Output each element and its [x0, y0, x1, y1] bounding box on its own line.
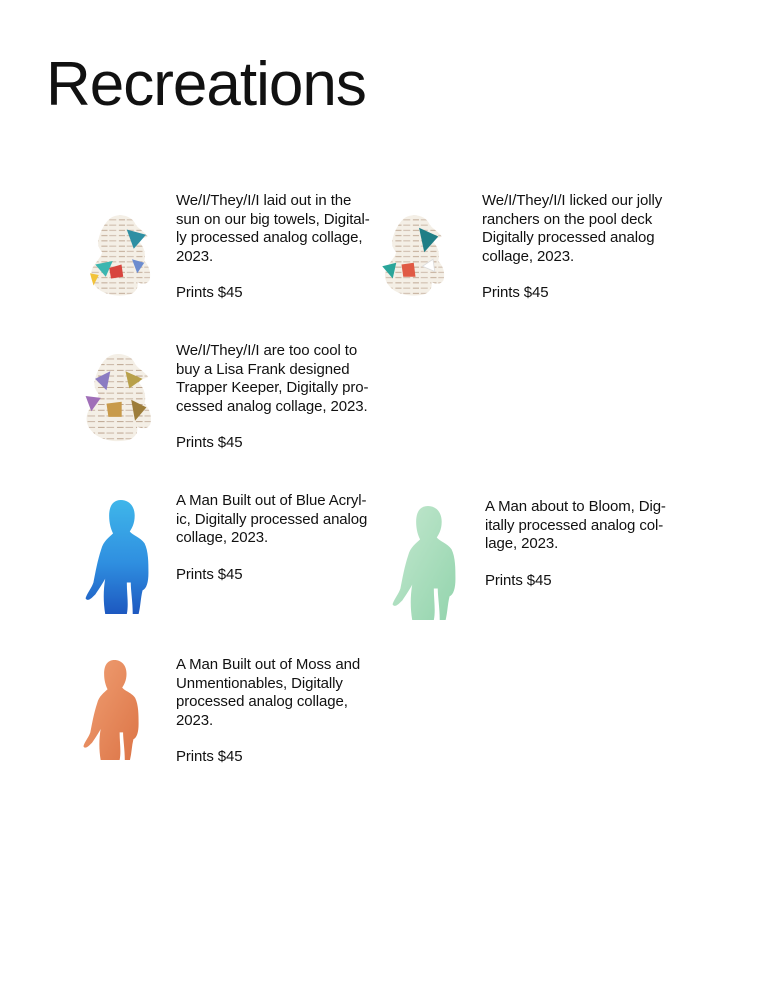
artwork-5-price: Prints $45: [485, 571, 552, 589]
artwork-5-caption: [485, 498, 683, 590]
artwork-4-caption: [176, 492, 374, 584]
page-title: Recreations: [46, 50, 366, 119]
artwork-4-price: Prints $45: [176, 565, 243, 583]
artwork-3-description: We/I/They/I/I are too cool to buy a Lisa Frank designed Trapper Keeper, Digitally pro-cessed analog collage, 2023.: [176, 342, 369, 415]
artwork-6-description: A Man Built out of Moss and Unmentionables, Digitally processed analog collage, 2023.: [176, 656, 361, 729]
collage-piece: [402, 263, 416, 277]
artwork-6-caption: [176, 656, 374, 767]
artwork-3-caption: [176, 342, 374, 453]
artwork-1-image[interactable]: [82, 212, 154, 296]
artwork-2-silhouette: [385, 215, 444, 295]
artwork-5-image[interactable]: [389, 506, 459, 620]
artwork-1-description: We/I/They/I/I laid out in the sun on our big towels, Digital-ly processed analog collage, 2023.: [176, 192, 370, 265]
artwork-4-image[interactable]: [82, 500, 152, 614]
artwork-5-description: A Man about to Bloom, Dig-itally processed analog col-lage, 2023.: [485, 498, 666, 552]
artwork-2-image[interactable]: [376, 212, 448, 296]
artwork-1-silhouette: [91, 215, 150, 295]
artwork-3-image[interactable]: [78, 350, 154, 442]
collage-piece: [107, 402, 122, 417]
artwork-6-image[interactable]: [80, 660, 142, 760]
artwork-5-silhouette: [393, 506, 456, 620]
artwork-2-price: Prints $45: [482, 284, 549, 301]
artwork-6-price: Prints $45: [176, 748, 243, 765]
artwork-2-caption: [482, 192, 680, 303]
artwork-6-silhouette: [83, 660, 138, 760]
artwork-4-description: A Man Built out of Blue Acryl-ic, Digitally processed analog collage, 2023.: [176, 492, 368, 546]
artwork-3-price: Prints $45: [176, 434, 243, 451]
artwork-2-description: We/I/They/I/I licked our jolly ranchers on the pool deck Digitally processed analog collage, 2023.: [482, 192, 663, 265]
artwork-4-silhouette: [86, 500, 149, 614]
artwork-1-price: Prints $45: [176, 284, 243, 301]
artwork-1-caption: [176, 192, 374, 303]
